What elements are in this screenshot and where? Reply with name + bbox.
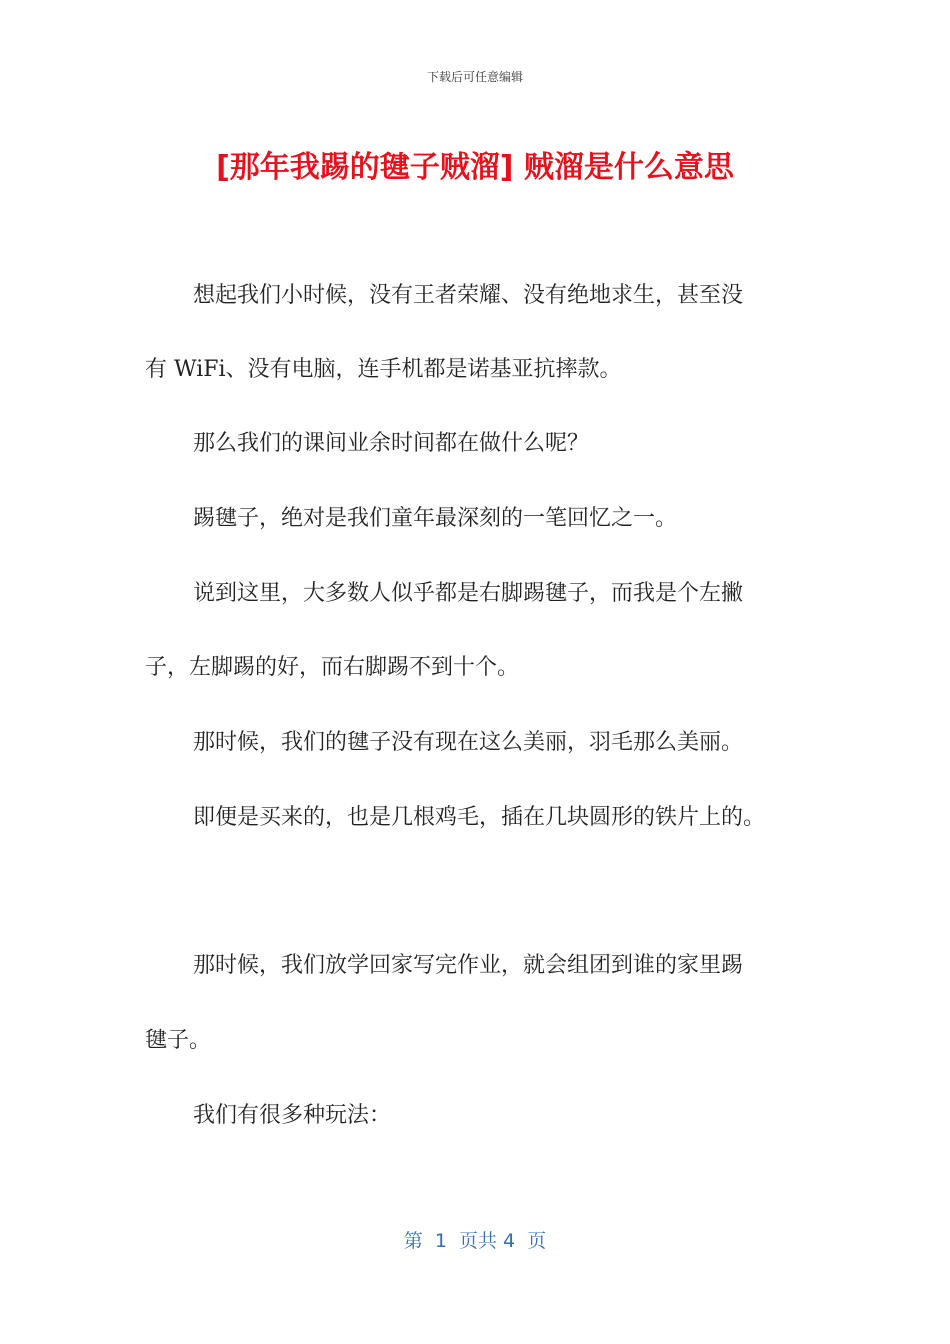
paragraph-line: 那么我们的课间业余时间都在做什么呢？ [193, 431, 590, 456]
paragraph-line: 那时候，我们放学回家写完作业，就会组团到谁的家里踢 [193, 953, 744, 978]
paragraph-line: 有 WiFi、没有电脑，连手机都是诺基亚抗摔款。 [145, 357, 622, 382]
paragraph-line: 子，左脚踢的好，而右脚踢不到十个。 [145, 655, 520, 680]
paragraph-line: 那时候，我们的毽子没有现在这么美丽，羽毛那么美丽。 [193, 730, 744, 755]
paragraph-line: 踢毽子，绝对是我们童年最深刻的一笔回忆之一。 [193, 506, 678, 531]
paragraph-line: 毽子。 [145, 1028, 212, 1053]
page-footer: 第 1 页共 4 页 [403, 1230, 547, 1252]
paragraph-line: 我们有很多种玩法： [193, 1103, 392, 1128]
document-title: [那年我踢的毽子贼溜] 贼溜是什么意思 [216, 150, 734, 185]
header-note: 下载后可任意编辑 [426, 70, 523, 84]
paragraph-line: 即便是买来的，也是几根鸡毛，插在几块圆形的铁片上的。 [193, 805, 766, 830]
paragraph-line: 想起我们小时候，没有王者荣耀、没有绝地求生，甚至没 [193, 283, 744, 308]
paragraph-line: 说到这里，大多数人似乎都是右脚踢毽子，而我是个左撇 [193, 581, 744, 606]
